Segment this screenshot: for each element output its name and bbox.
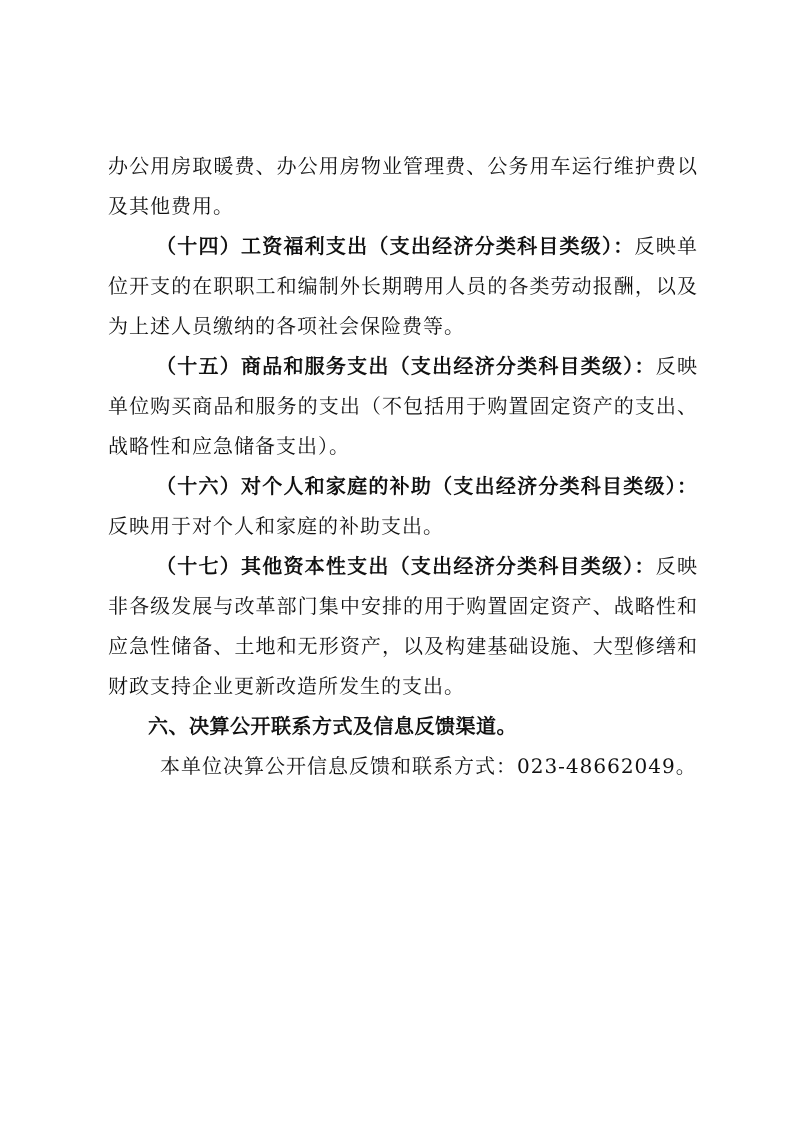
paragraph-heading-goods-services: （十五）商品和服务支出（支出经济分类科目类级）： xyxy=(156,354,656,378)
paragraph-contact-info xyxy=(108,746,698,786)
paragraph-expense-continuation xyxy=(108,146,698,226)
paragraph-salary-welfare xyxy=(108,226,698,346)
paragraph-heading-household-subsidy: （十六）对个人和家庭的补助（支出经济分类科目类级）： xyxy=(156,474,698,498)
paragraph-heading-salary-welfare: （十四）工资福利支出（支出经济分类科目类级）： xyxy=(156,234,635,258)
section-heading-text: 六、决算公开联系方式及信息反馈渠道。 xyxy=(148,714,517,738)
paragraph-goods-services xyxy=(108,346,698,466)
paragraph-text: 反映单位购买商品和服务的支出（不包括用于购置固定资产的支出、战略性和应急储备支出）。 xyxy=(108,354,699,458)
paragraph-text: 反映用于对个人和家庭的补助支出。 xyxy=(108,514,444,538)
contact-text: 本单位决算公开信息反馈和联系方式：023-48662049。 xyxy=(160,754,697,778)
paragraph-text: 反映非各级发展与改革部门集中安排的用于购置固定资产、战略性和应急性储备、土地和无形资产，以及构建基础设施、大型修缮和财政支持企业更新改造所发生的支出。 xyxy=(108,554,699,698)
paragraph-household-subsidy xyxy=(108,466,698,546)
paragraph-text: 办公用房取暖费、办公用房物业管理费、公务用车运行维护费以及其他费用。 xyxy=(108,154,698,218)
paragraph-heading-other-capital: （十七）其他资本性支出（支出经济分类科目类级）： xyxy=(156,554,656,578)
paragraph-other-capital xyxy=(108,546,698,706)
paragraph-text: 反映单位开支的在职职工和编制外长期聘用人员的各类劳动报酬，以及为上述人员缴纳的各项社会保险费等。 xyxy=(108,234,699,338)
section-heading-contact xyxy=(108,706,698,746)
